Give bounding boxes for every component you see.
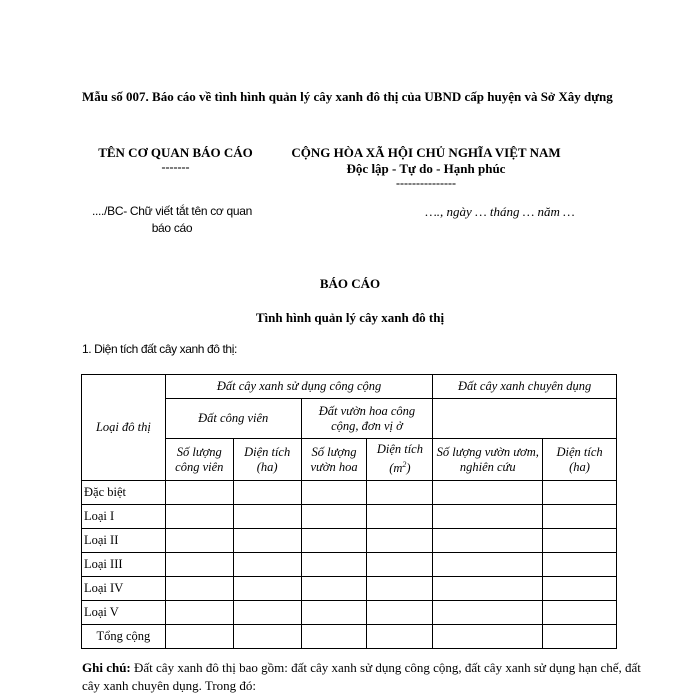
table-cell: [233, 601, 301, 625]
header-public-green: Đất cây xanh sử dụng công cộng: [165, 375, 433, 399]
motto-divider: ---------------: [396, 176, 456, 190]
form-title: Mẫu số 007. Báo cáo về tình hình quản lý cây xanh đô thị của UBND cấp huyện và Sở Xây dựng: [82, 89, 613, 104]
table-cell: [233, 577, 301, 601]
date-line: …., ngày … tháng … năm …: [425, 204, 575, 219]
total-label: Tổng cộng: [82, 625, 166, 649]
table-cell: [165, 625, 233, 649]
table-cell: [233, 625, 301, 649]
table-cell: [165, 481, 233, 505]
table-row: [82, 601, 617, 625]
header-nursery-area: Diện tích (ha): [543, 439, 617, 481]
garden-area-label: Diện tích (m: [376, 442, 423, 476]
national-motto: Độc lập - Tự do - Hạnh phúc: [346, 161, 506, 176]
table-cell: [433, 505, 543, 529]
table-row: [82, 529, 617, 553]
row-label: Đặc biệt: [82, 481, 166, 505]
row-label: Loại V: [82, 601, 166, 625]
report-reference: [82, 203, 262, 237]
table-cell: [301, 601, 367, 625]
country-name: CỘNG HÒA XÃ HỘI CHỦ NGHĨA VIỆT NAM: [291, 145, 561, 160]
header-park-land: Đất công viên: [165, 399, 301, 439]
header-special-blank: [433, 399, 617, 439]
table-cell: [543, 625, 617, 649]
table-cell: [433, 529, 543, 553]
table-cell: [367, 481, 433, 505]
report-subtitle: Tình hình quản lý cây xanh đô thị: [255, 310, 445, 325]
reference-line-2: báo cáo: [151, 221, 193, 235]
table-cell: [301, 577, 367, 601]
table-cell: [543, 481, 617, 505]
table-cell: [433, 601, 543, 625]
table-cell: [233, 553, 301, 577]
table-row: [82, 481, 617, 505]
header-garden-land: Đất vườn hoa công cộng, đơn vị ở: [301, 399, 433, 439]
table-cell: [165, 601, 233, 625]
table-cell: [367, 553, 433, 577]
table-cell: [543, 577, 617, 601]
header-park-count: Số lượng công viên: [165, 439, 233, 481]
header-garden-count: Số lượng vườn hoa: [301, 439, 367, 481]
table-cell: [233, 529, 301, 553]
note-text: Đất cây xanh đô thị bao gồm: đất cây xanh sử dụng công cộng, đất cây xanh sử dụng hạn chế, đất cây xanh chuyên dụng. Trong đó:: [82, 660, 641, 693]
agency-header: [88, 145, 263, 173]
green-area-table: [81, 374, 617, 649]
table-cell: [301, 481, 367, 505]
table-cell: [367, 505, 433, 529]
table-cell: [165, 553, 233, 577]
table-cell: [543, 529, 617, 553]
table-cell: [165, 577, 233, 601]
table-cell: [367, 625, 433, 649]
table-cell: [165, 505, 233, 529]
national-header: [276, 145, 576, 189]
row-label: Loại II: [82, 529, 166, 553]
table-cell: [301, 529, 367, 553]
header-city-type: Loại đô thị: [82, 375, 166, 481]
table-cell: [543, 601, 617, 625]
table-total-row: [82, 625, 617, 649]
table-cell: [367, 601, 433, 625]
row-label: Loại IV: [82, 577, 166, 601]
table-row: [82, 505, 617, 529]
section-heading: 1. Diện tích đất cây xanh đô thị:: [82, 342, 237, 356]
table-cell: [301, 505, 367, 529]
header-park-area: Diện tích (ha): [233, 439, 301, 481]
row-label: Loại I: [82, 505, 166, 529]
header-garden-area: [367, 439, 433, 481]
table-cell: [367, 529, 433, 553]
table-cell: [301, 553, 367, 577]
table-cell: [543, 505, 617, 529]
agency-name: TÊN CƠ QUAN BÁO CÁO: [98, 145, 253, 160]
note-label: Ghi chú:: [82, 660, 131, 675]
header-nursery-count: Số lượng vườn ươm, nghiên cứu: [433, 439, 543, 481]
reference-line-1: ..../BC- Chữ viết tắt tên cơ quan: [91, 204, 253, 218]
note-paragraph: [82, 659, 642, 695]
table-cell: [367, 577, 433, 601]
table-cell: [433, 553, 543, 577]
table-cell: [433, 625, 543, 649]
table-cell: [433, 577, 543, 601]
report-title: BÁO CÁO: [319, 276, 381, 291]
table-cell: [165, 529, 233, 553]
garden-area-sup: 2: [402, 460, 407, 470]
table-cell: [543, 553, 617, 577]
table-cell: [301, 625, 367, 649]
garden-area-close: ): [406, 461, 411, 476]
table-row: [82, 553, 617, 577]
table-row: [82, 577, 617, 601]
table-cell: [233, 481, 301, 505]
header-special-green: Đất cây xanh chuyên dụng: [433, 375, 617, 399]
agency-divider: -------: [161, 160, 190, 174]
table-cell: [233, 505, 301, 529]
table-cell: [433, 481, 543, 505]
row-label: Loại III: [82, 553, 166, 577]
